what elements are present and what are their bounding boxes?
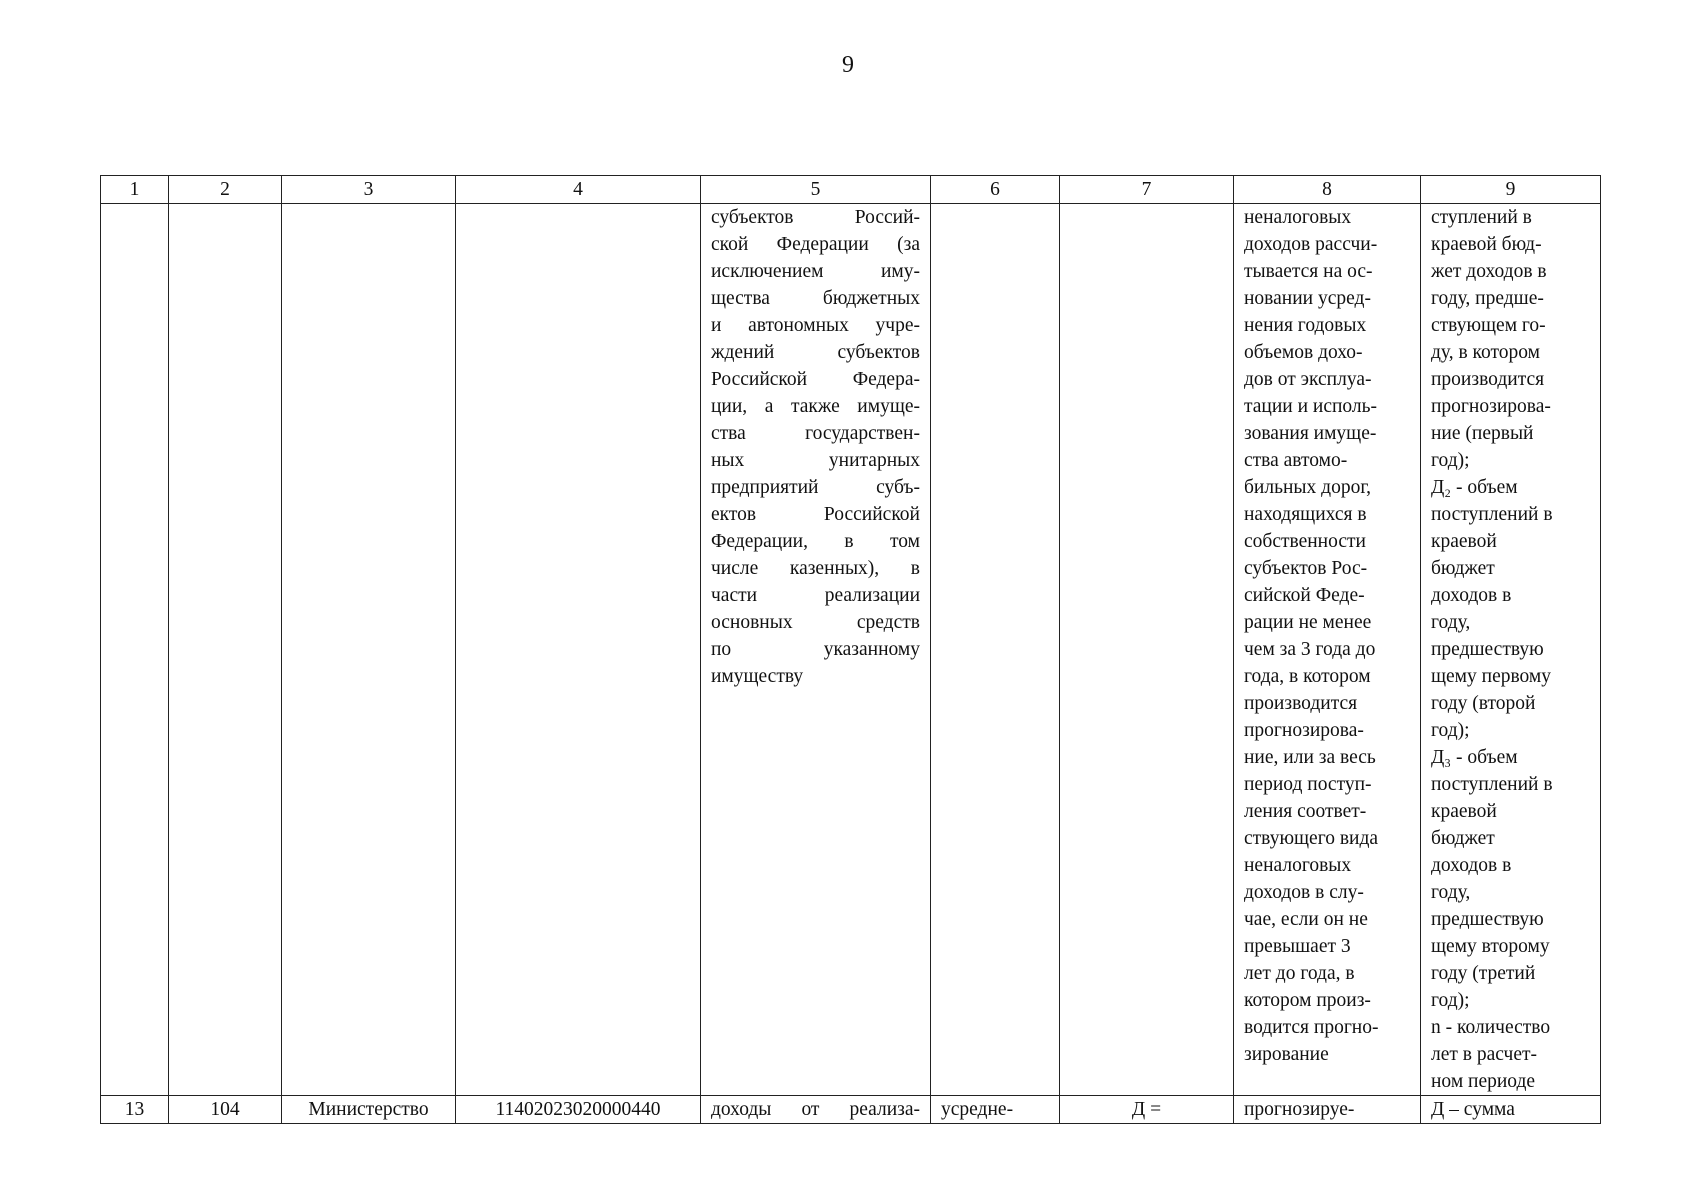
- text-line: сийской Феде-: [1244, 585, 1365, 606]
- text-line: по указанному: [711, 639, 920, 660]
- text-line: год);: [1431, 720, 1470, 741]
- text-line: тывается на ос-: [1244, 261, 1373, 282]
- text-line: ние, или за весь: [1244, 747, 1376, 768]
- column-header: 9: [1421, 176, 1601, 204]
- text-line: ных унитарных: [711, 450, 920, 471]
- text-line: щества бюджетных: [711, 288, 920, 309]
- text-line: ние (первый: [1431, 423, 1534, 444]
- text-line: доходов в: [1431, 585, 1512, 606]
- text-line: год);: [1431, 450, 1470, 471]
- text-line: производится: [1431, 369, 1545, 390]
- text-line: нения годовых: [1244, 315, 1367, 336]
- text-line: лет в расчет-: [1431, 1044, 1538, 1065]
- formula-description: прогнозируе-: [1234, 1096, 1421, 1124]
- revenue-forecast-table: [100, 175, 1601, 1124]
- empty-cell: [1060, 204, 1234, 1096]
- text-line: дов от эксплуа-: [1244, 369, 1372, 390]
- text-line: ства государствен-: [711, 423, 920, 444]
- formula-legend-cell: [1421, 204, 1601, 1096]
- page-number: 9: [842, 52, 854, 78]
- continued-row: [101, 204, 1601, 1096]
- text-line: предприятий субъ-: [711, 477, 920, 498]
- text-line: года, в котором: [1244, 666, 1371, 687]
- text-line: Федерации, в том: [711, 531, 920, 552]
- text-line: ской Федерации (за: [711, 234, 920, 255]
- text-line: год);: [1431, 990, 1470, 1011]
- formula: Д =: [1060, 1096, 1234, 1124]
- column-header: 1: [101, 176, 169, 204]
- text-line: ектов Российской: [711, 504, 920, 525]
- text-line: краевой: [1431, 801, 1497, 822]
- column-header: 4: [456, 176, 701, 204]
- text-line: прогнозирова-: [1431, 396, 1551, 417]
- text-line: неналоговых: [1244, 207, 1352, 228]
- text-line: ства автомо-: [1244, 450, 1348, 471]
- text-line: n - количество: [1431, 1017, 1551, 1038]
- text-line: прогнозирова-: [1244, 720, 1364, 741]
- text-line: новании усред-: [1244, 288, 1371, 309]
- text-line: ждений субъектов: [711, 342, 920, 363]
- text-line: Д₂ - объем: [1431, 477, 1518, 498]
- text-line: предшествую: [1431, 909, 1544, 930]
- text-line: ции, а также имуще-: [711, 396, 920, 417]
- text-line: превышает 3: [1244, 936, 1351, 957]
- text-line: ления соответ-: [1244, 801, 1367, 822]
- column-header: 7: [1060, 176, 1234, 204]
- text-line: объемов дохо-: [1244, 342, 1363, 363]
- text-line: собственности: [1244, 531, 1366, 552]
- column-header: 2: [169, 176, 282, 204]
- column-header: 8: [1234, 176, 1421, 204]
- revenue-description-cell: [701, 204, 931, 1096]
- text-line: находящихся в: [1244, 504, 1367, 525]
- text-line: основных средств: [711, 612, 920, 633]
- forecast-method: усредне-: [931, 1096, 1060, 1124]
- empty-cell: [931, 204, 1060, 1096]
- text-line: щему второму: [1431, 936, 1550, 957]
- text-line: период поступ-: [1244, 774, 1372, 795]
- admin-code: 104: [169, 1096, 282, 1124]
- text-line: производится: [1244, 693, 1358, 714]
- text-line: чае, если он не: [1244, 909, 1368, 930]
- text-line: ступлений в: [1431, 207, 1532, 228]
- text-line: предшествую: [1431, 639, 1544, 660]
- empty-cell: [456, 204, 701, 1096]
- text-line: части реализации: [711, 585, 920, 606]
- row-number: 13: [101, 1096, 169, 1124]
- text-line: зирование: [1244, 1044, 1329, 1065]
- text-line: числе казенных), в: [711, 558, 920, 579]
- text-line: поступлений в: [1431, 504, 1553, 525]
- text-line: бильных дорог,: [1244, 477, 1371, 498]
- revenue-name: доходы от реализа-: [701, 1096, 931, 1124]
- text-line: ствующем го-: [1431, 315, 1546, 336]
- column-header: 3: [282, 176, 456, 204]
- text-line: поступлений в: [1431, 774, 1553, 795]
- table-row: [101, 1096, 1601, 1124]
- empty-cell: [282, 204, 456, 1096]
- text-line: доходов рассчи-: [1244, 234, 1378, 255]
- text-line: исключением иму-: [711, 261, 920, 282]
- text-line: и автономных учре-: [711, 315, 920, 336]
- text-line: краевой бюд-: [1431, 234, 1542, 255]
- text-line: бюджет: [1431, 828, 1495, 849]
- column-number-row: [101, 176, 1601, 204]
- text-line: лет до года, в: [1244, 963, 1355, 984]
- column-header: 6: [931, 176, 1060, 204]
- text-line: году, предше-: [1431, 288, 1544, 309]
- text-line: бюджет: [1431, 558, 1495, 579]
- text-line: водится прогно-: [1244, 1017, 1379, 1038]
- formula-legend: Д – сумма: [1421, 1096, 1601, 1124]
- text-line: чем за 3 года до: [1244, 639, 1376, 660]
- text-line: Российской Федера-: [711, 369, 920, 390]
- text-line: доходов в: [1431, 855, 1512, 876]
- text-line: субъектов Рос-: [1244, 558, 1368, 579]
- text-line: году (второй: [1431, 693, 1536, 714]
- text-line: Д₃ - объем: [1431, 747, 1518, 768]
- budget-classification-code: 11402023020000440: [456, 1096, 701, 1124]
- text-line: котором произ-: [1244, 990, 1371, 1011]
- calculation-description-text: [1244, 204, 1410, 1068]
- text-line: имуществу: [711, 666, 804, 687]
- calculation-description-cell: [1234, 204, 1421, 1096]
- text-line: субъектов Россий-: [711, 207, 920, 228]
- text-line: зования имуще-: [1244, 423, 1377, 444]
- text-line: ном периоде: [1431, 1071, 1536, 1092]
- text-line: году (третий: [1431, 963, 1536, 984]
- text-line: щему первому: [1431, 666, 1552, 687]
- text-line: краевой: [1431, 531, 1497, 552]
- revenue-description-text: [711, 204, 920, 690]
- formula-legend-text: [1431, 204, 1590, 1095]
- text-line: рации не менее: [1244, 612, 1372, 633]
- text-line: ствующего вида: [1244, 828, 1379, 849]
- empty-cell: [101, 204, 169, 1096]
- text-line: жет доходов в: [1431, 261, 1547, 282]
- text-line: ду, в котором: [1431, 342, 1541, 363]
- text-line: тации и исполь-: [1244, 396, 1378, 417]
- text-line: доходов в слу-: [1244, 882, 1364, 903]
- text-line: году,: [1431, 612, 1471, 633]
- text-line: году,: [1431, 882, 1471, 903]
- text-line: неналоговых: [1244, 855, 1352, 876]
- column-header: 5: [701, 176, 931, 204]
- empty-cell: [169, 204, 282, 1096]
- administrator-name: Министерство: [282, 1096, 456, 1124]
